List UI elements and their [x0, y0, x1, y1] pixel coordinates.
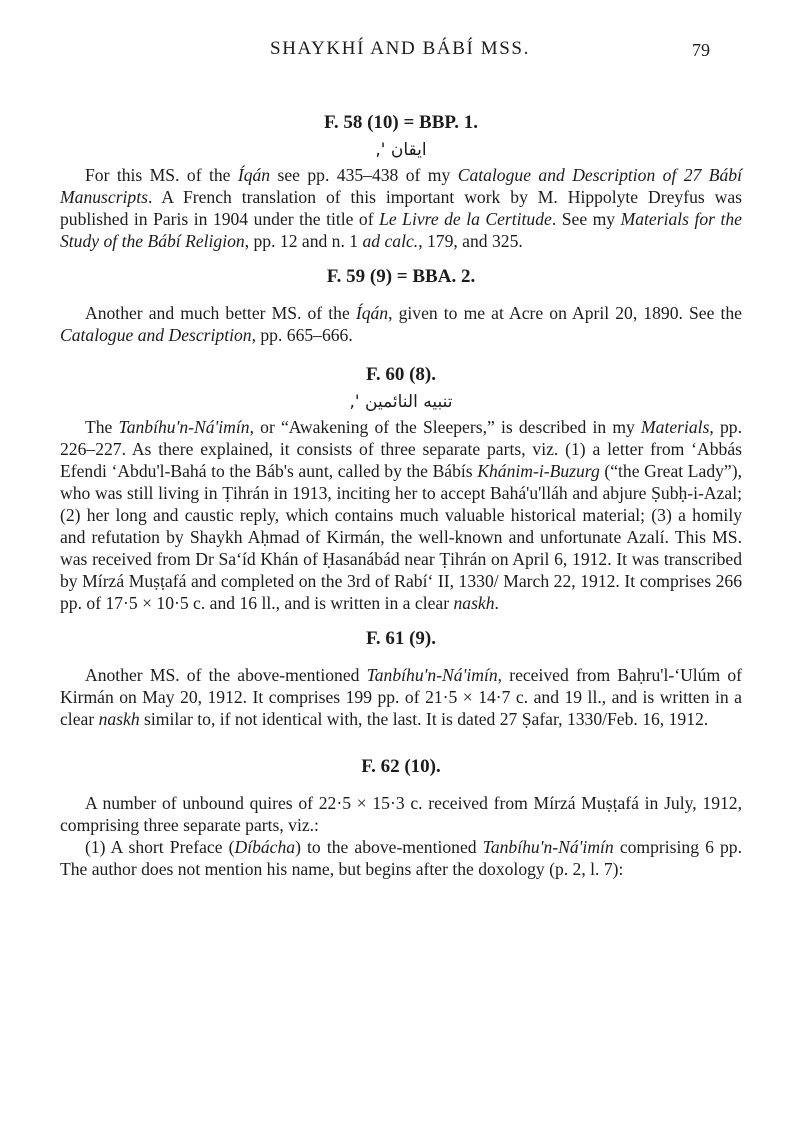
- page-content: [60, 112, 742, 880]
- text-run: , 179, and 325.: [418, 231, 523, 251]
- italic-text: Materials: [641, 417, 710, 437]
- italic-text: naskh: [453, 593, 495, 613]
- text-run: .: [494, 593, 499, 613]
- text-run: , pp. 226–227. As there explained, it consists of three separate parts, viz. (1) a letter from ‘Abbás Efendi ‘Abdu'l-Bahá to the Báb's aunt, called by the Bábís: [60, 417, 742, 481]
- entry-heading: F. 59 (9) = BBA. 2.: [326, 266, 476, 287]
- text-run: . See my: [551, 209, 621, 229]
- catalogue-entry: [60, 112, 742, 252]
- text-run: Another and much better MS. of the: [85, 303, 356, 323]
- catalogue-entry: [60, 364, 742, 614]
- italic-text: Khánim-i-Buzurg: [477, 461, 600, 481]
- text-run: , given to me at Acre on April 20, 1890. See the: [388, 303, 742, 323]
- text-run: (1) A short Preface (: [85, 837, 235, 857]
- italic-text: Díbácha: [234, 837, 296, 857]
- arabic-title: ایقان ',: [375, 140, 427, 160]
- entry-paragraph: [60, 664, 742, 730]
- italic-text: Catalogue and Description: [60, 325, 252, 345]
- text-run: similar to, if not identical with, the last. It is dated 27 Ṣafar, 1330/Feb. 16, 1912.: [139, 709, 709, 729]
- entry-heading: F. 60 (8).: [365, 364, 437, 385]
- text-run: , pp. 12 and n. 1: [244, 231, 363, 251]
- entry-heading: F. 58 (10) = BBP. 1.: [323, 112, 479, 133]
- italic-text: ad calc.: [362, 231, 419, 251]
- text-run: Another MS. of the above-mentioned: [85, 665, 367, 685]
- entry-paragraph: [60, 792, 742, 836]
- text-run: comprising 6 pp. The author does not mention his name, but begins after the doxology (p. 2, l. 7):: [60, 837, 742, 879]
- entry-paragraph: [60, 164, 742, 252]
- italic-text: naskh: [98, 709, 140, 729]
- entry-paragraph: [60, 302, 742, 346]
- italic-text: Le Livre de la Certitude: [379, 209, 552, 229]
- text-run: A number of unbound quires of 22·5 × 15·3 c. received from Mírzá Muṣṭafá in July, 1912, comprising three separate parts, viz.:: [60, 793, 742, 835]
- text-run: see pp. 435–438 of my: [270, 165, 458, 185]
- text-run: (“the Great Lady”), who was still living in Ṭihrán in 1913, inciting her to accept Bahá'u'lláh and abjure Ṣubḥ-i-Azal; (2) her long and caustic reply, which contains much valuable historical material; (3) a homily and refutation by Shaykh Aḥmad of Kirmán, the well-known and unfortunate Azalí. This MS. was received from Dr Sa‘íd Khán of Ḥasanábád near Ṭihrán on April 6, 1912. It was transcribed by Mírzá Muṣṭafá and completed on the 3rd of Rabí‘ II, 1330/ March 22, 1912. It comprises 266 pp. of 17·5 × 10·5 c. and 16 ll., and is written in a clear: [60, 461, 742, 613]
- entry-heading: F. 61 (9).: [365, 628, 437, 649]
- text-run: , or “Awakening of the Sleepers,” is described in my: [249, 417, 641, 437]
- entry-heading: F. 62 (10).: [361, 756, 441, 777]
- italic-text: Tanbíhu'n-Ná'imín: [118, 417, 250, 437]
- catalogue-entry: [60, 756, 742, 880]
- page-number: 79: [692, 40, 710, 60]
- catalogue-entry: [60, 266, 742, 346]
- italic-text: Catalogue and Description of 27 Bábí Manuscripts: [60, 165, 742, 207]
- text-run: ) to the above-mentioned: [295, 837, 483, 857]
- italic-text: Materials for the Study of the Bábí Religion: [60, 209, 742, 251]
- italic-text: Tanbíhu'n-Ná'imín: [366, 665, 498, 685]
- catalogue-entry: [60, 628, 742, 730]
- entry-list-item: [60, 836, 742, 880]
- entry-paragraph: [60, 416, 742, 614]
- text-run: , pp. 665–666.: [251, 325, 353, 345]
- text-run: For this MS. of the: [85, 165, 238, 185]
- italic-text: Íqán: [355, 303, 389, 323]
- italic-text: Íqán: [237, 165, 271, 185]
- text-run: The: [85, 417, 119, 437]
- text-run: , received from Baḥru'l-‘Ulúm of Kirmán on May 20, 1912. It comprises 199 pp. of 21·5 × 14·7 c. and 19 ll., and is written in a clear: [60, 665, 742, 729]
- text-run: . A French translation of this important work by M. Hippolyte Dreyfus was published in Paris in 1904 under the title of: [60, 187, 742, 229]
- running-head: SHAYKHÍ AND BÁBÍ MSS.: [270, 38, 530, 59]
- italic-text: Tanbíhu'n-Ná'imín: [482, 837, 614, 857]
- arabic-title: تنبیه النائمین ',: [349, 392, 453, 412]
